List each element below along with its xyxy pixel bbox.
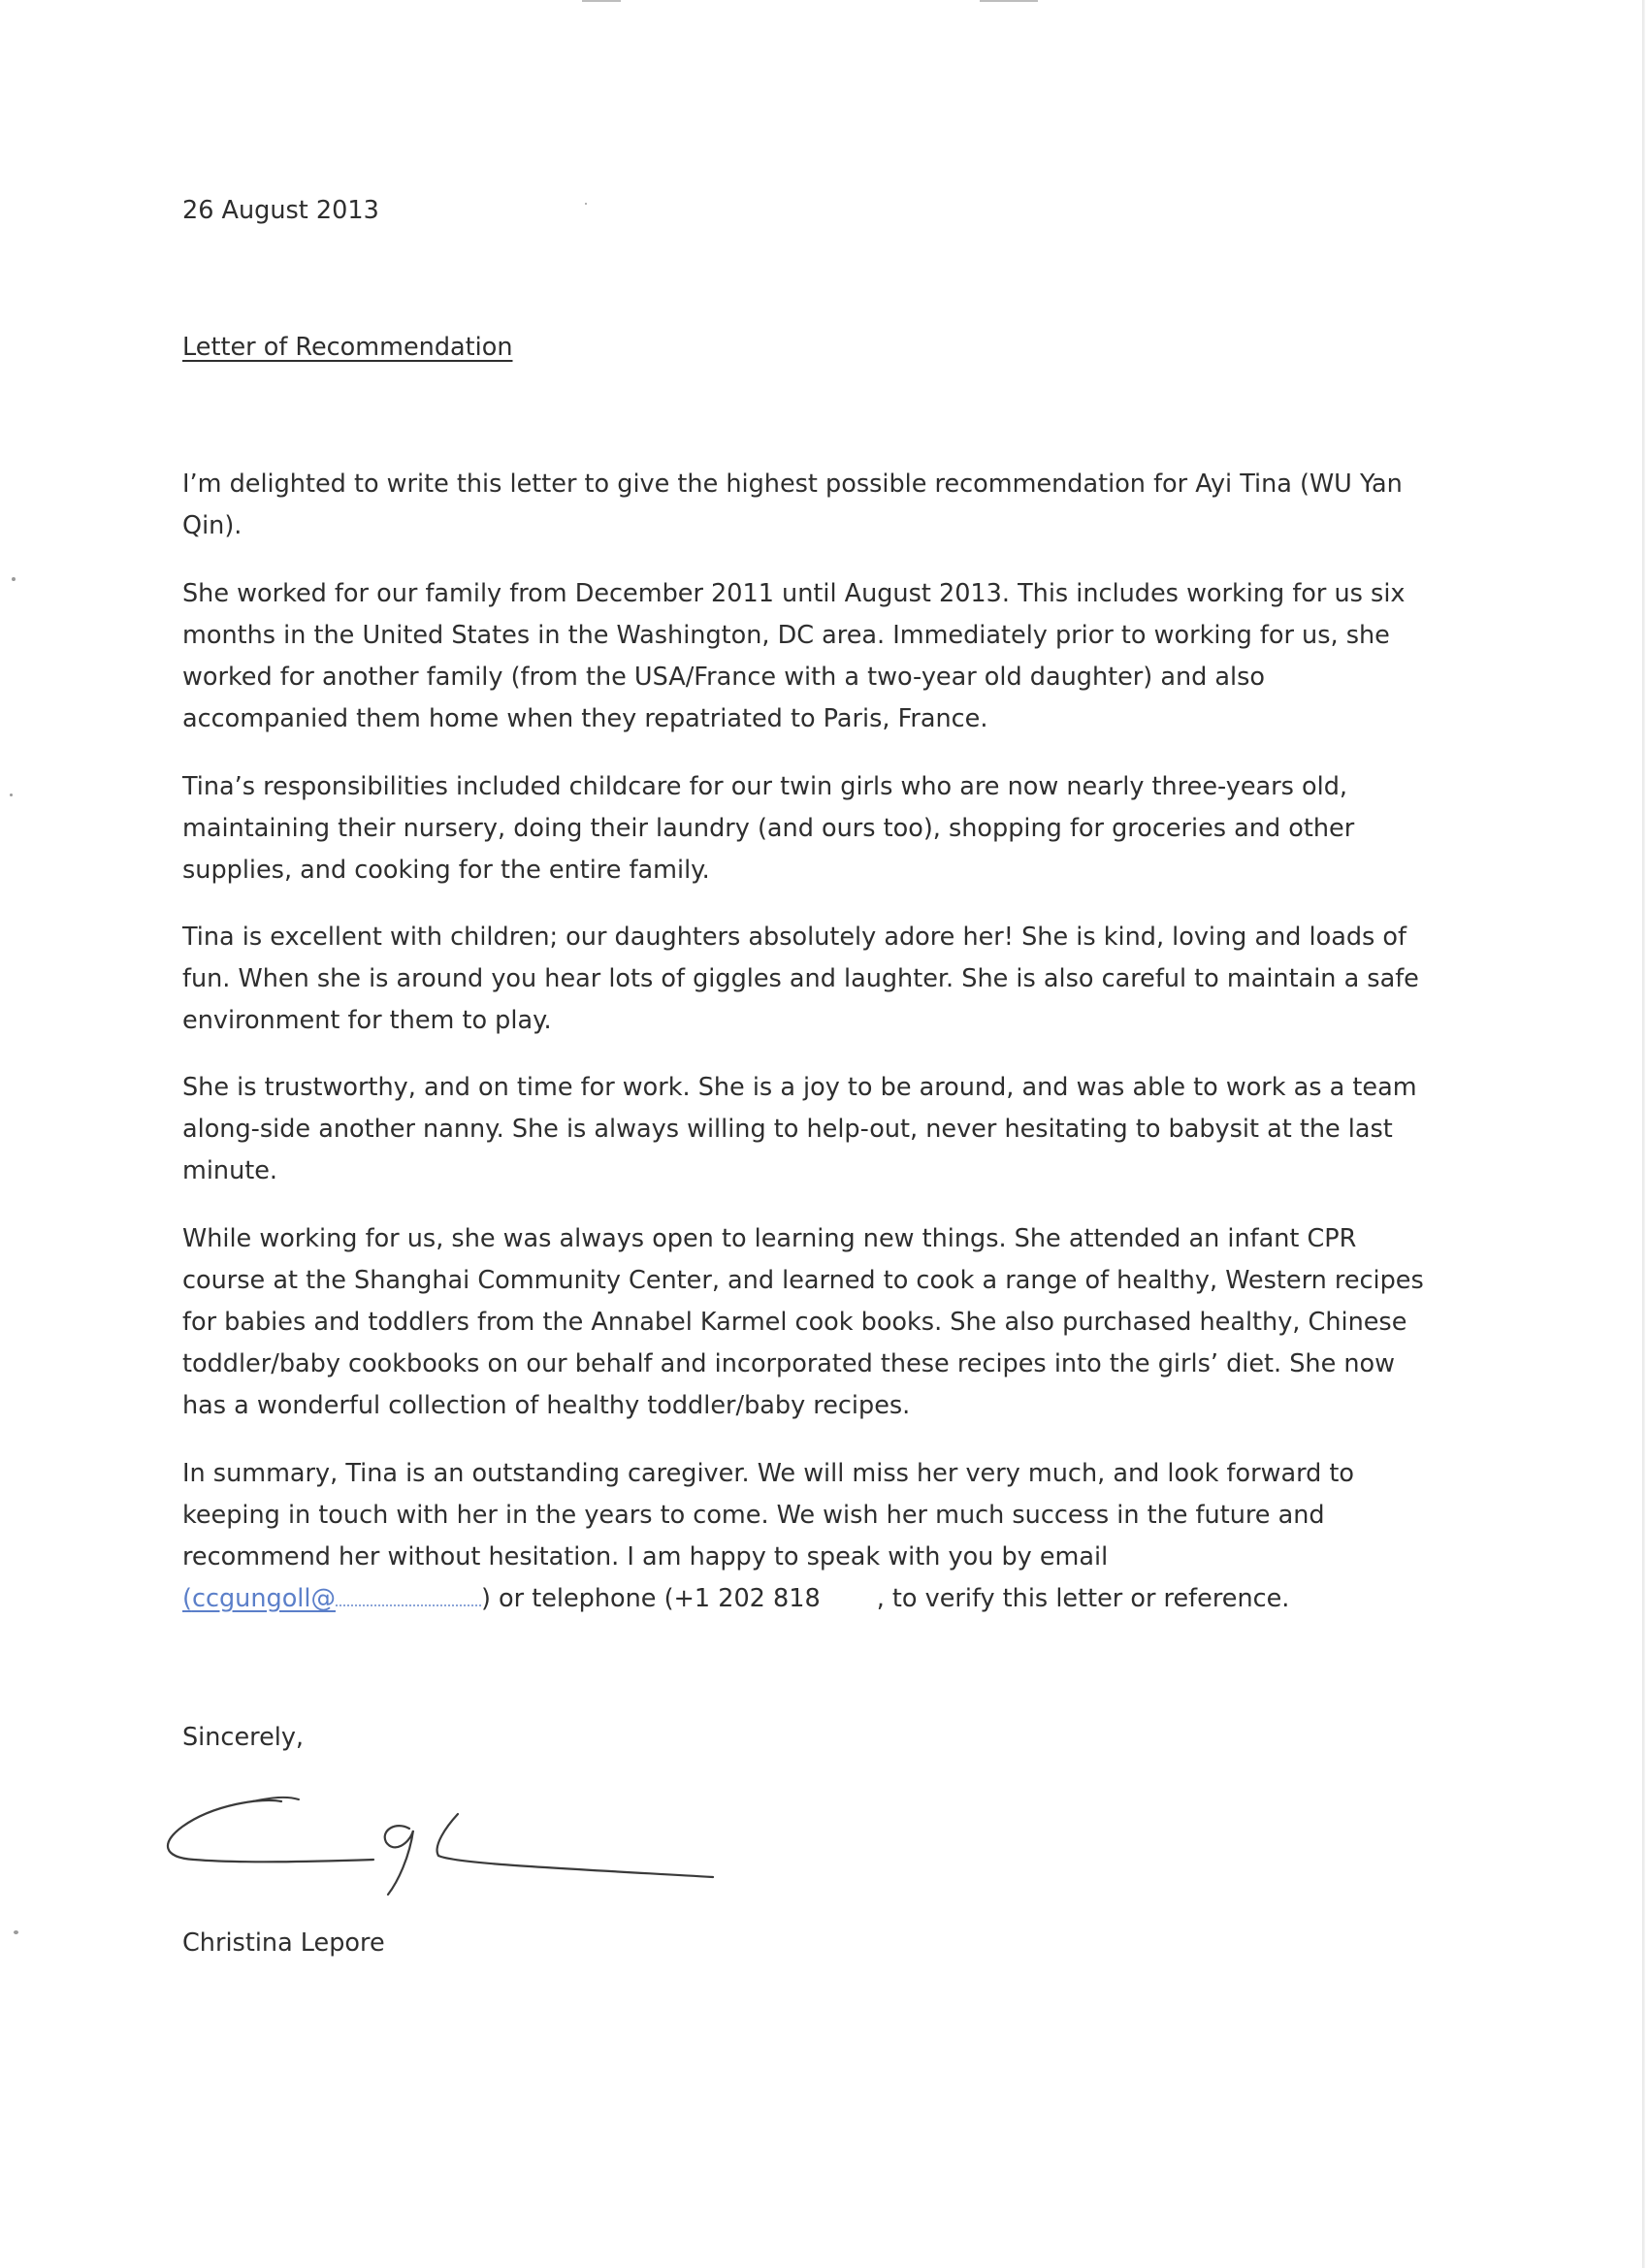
- paragraph-6: [182, 1218, 1424, 1427]
- paragraph-line: minute.: [182, 1156, 278, 1185]
- scan-edge: [1642, 0, 1645, 2268]
- paragraph-line: I’m delighted to write this letter to give the highest possible recommendation for Ayi Tina (WU Yan: [182, 470, 1403, 499]
- paragraph-line: supplies, and cooking for the entire family.: [182, 856, 710, 885]
- paragraph-line: Tina is excellent with children; our daughters absolutely adore her! She is kind, loving and loads of: [182, 923, 1407, 952]
- paragraph-line: accompanied them home when they repatriated to Paris, France.: [182, 704, 988, 733]
- letter-date: 26 August 2013: [182, 196, 379, 225]
- paragraph-2: [182, 573, 1406, 740]
- paragraph-4: [182, 917, 1419, 1042]
- letter-subject: Letter of Recommendation: [182, 333, 513, 362]
- paragraph-3: [182, 766, 1354, 891]
- paragraph-line: maintaining their nursery, doing their laundry (and ours too), shopping for groceries and other: [182, 814, 1355, 843]
- scan-mark: [582, 0, 621, 2]
- scan-speck: [585, 203, 587, 205]
- paragraph-line: months in the United States in the Washington, DC area. Immediately prior to working for us, she: [182, 621, 1390, 650]
- paragraph-5: [182, 1067, 1417, 1192]
- email-link[interactable]: ccgungoll@: [191, 1584, 336, 1613]
- paragraph-line: Tina’s responsibilities included childcare for our twin girls who are now nearly three-years old,: [182, 772, 1348, 801]
- paragraph-line: While working for us, she was always open to learning new things. She attended an infant CPR: [182, 1224, 1357, 1253]
- paragraph-line: has a wonderful collection of healthy toddler/baby recipes.: [182, 1391, 911, 1420]
- paragraph-line: course at the Shanghai Community Center, and learned to cook a range of healthy, Western recipes: [182, 1266, 1424, 1295]
- paragraph-line: keeping in touch with her in the years to come. We wish her much success in the future and: [182, 1501, 1325, 1530]
- scan-mark: [980, 0, 1038, 2]
- handwritten-signature: [155, 1780, 728, 1896]
- contact-end-text: , to verify this letter or reference.: [876, 1584, 1290, 1613]
- paragraph-line: fun. When she is around you hear lots of giggles and laughter. She is also careful to maintain a safe: [182, 964, 1419, 993]
- scan-speck: [14, 1930, 18, 1934]
- paragraph-line: environment for them to play.: [182, 1006, 552, 1035]
- email-redaction: [336, 1585, 481, 1606]
- paragraph-line: worked for another family (from the USA/France with a two-year old daughter) and also: [182, 663, 1266, 692]
- paragraph-line: recommend her without hesitation. I am happy to speak with you by email: [182, 1542, 1109, 1571]
- paragraph-line: for babies and toddlers from the Annabel Karmel cook books. She also purchased healthy, Chinese: [182, 1308, 1407, 1337]
- letter-closing: Sincerely,: [182, 1723, 305, 1752]
- scan-speck: [10, 794, 13, 796]
- contact-middle-text: ) or telephone (+1 202 818: [480, 1584, 821, 1613]
- contact-open-paren: (: [182, 1584, 192, 1613]
- paragraph-line: She worked for our family from December 2011 until August 2013. This includes working for us six: [182, 579, 1406, 608]
- paragraph-7: [182, 1453, 1354, 1620]
- paragraph-line: In summary, Tina is an outstanding caregiver. We will miss her very much, and look forward to: [182, 1459, 1355, 1488]
- paragraph-1: [182, 464, 1403, 547]
- signer-name: Christina Lepore: [182, 1928, 385, 1958]
- paragraph-line: along-side another nanny. She is always willing to help-out, never hesitating to babysit at the last: [182, 1115, 1393, 1144]
- paragraph-line: She is trustworthy, and on time for work. She is a joy to be around, and was able to work as a team: [182, 1073, 1417, 1102]
- contact-line: [182, 1578, 1354, 1620]
- paragraph-line: Qin).: [182, 511, 242, 540]
- scan-speck: [12, 577, 16, 581]
- paragraph-line: toddler/baby cookbooks on our behalf and incorporated these recipes into the girls’ diet. She now: [182, 1349, 1395, 1378]
